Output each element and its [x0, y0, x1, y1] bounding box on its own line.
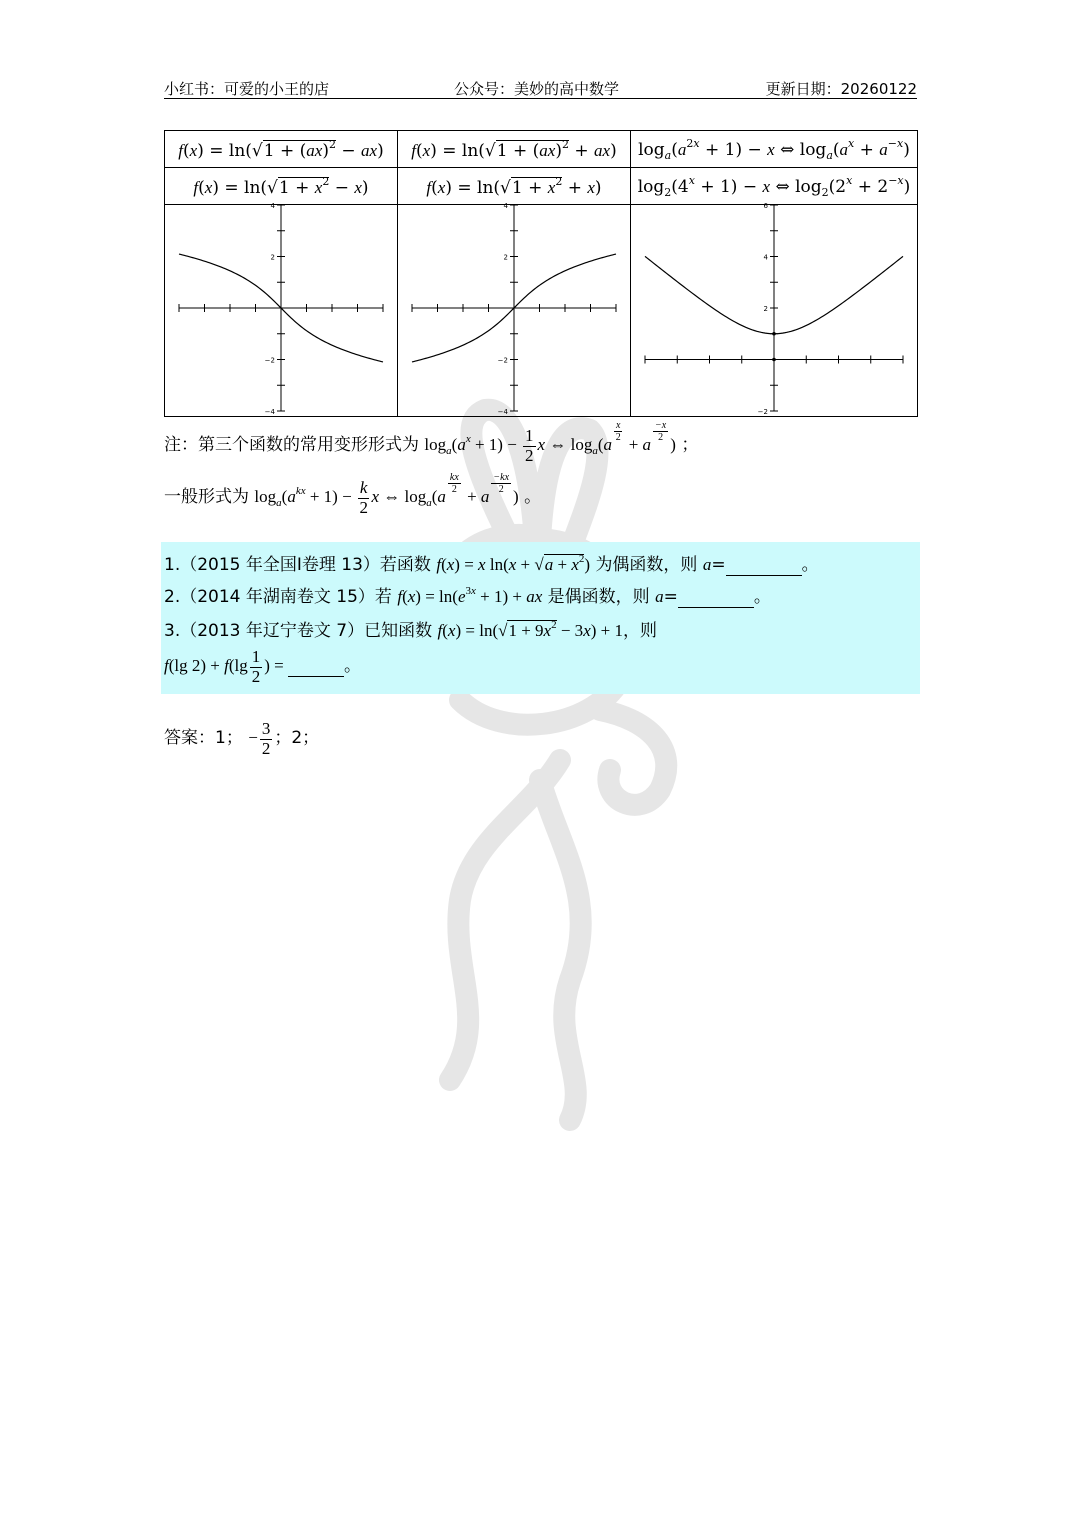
q1-end: 。	[801, 555, 819, 575]
note1-formula: $\log_a(a^x + 1)$ − $\frac{1}{2}$ x ⇔ $\log_a(a$ $\frac{x}{2}$ + a $\frac{-x}{2}$ )	[424, 420, 676, 465]
y-tick-label: 4	[503, 202, 508, 210]
graph-cell-3	[631, 202, 918, 417]
header-center: 公众号：美妙的高中数学	[454, 80, 620, 98]
q1-suffix: 为偶函数，则	[595, 555, 698, 575]
curve-minimum-point	[772, 332, 776, 336]
header-left: 小红书：可爱的小王的店	[164, 80, 330, 98]
cell-r1c3: $\log_a(a^{2x} + 1) - x$ ⇔ $\log_a(a^x + a^{-x})$	[631, 131, 918, 168]
y-tick-label: −2	[497, 356, 508, 365]
header-right: 更新日期：20260122	[765, 80, 917, 98]
question-2: 2.（2014 年湖南卷文 15）若 $f(x) = \ln(e^{3x} + 1)$ + ax 是偶函数，则 a= 。	[164, 585, 771, 607]
q2-formula: $f(x) = \ln(e^{3x} + 1)$ + ax	[397, 585, 543, 606]
q3-prefix: 3.（2013 年辽宁卷文 7）已知函数	[164, 621, 433, 641]
note2-prefix: 一般形式为	[164, 487, 249, 507]
note-line-2	[164, 472, 541, 517]
cell-r2c1: $f(x) = \ln(√1 + x^2 - x)$	[165, 168, 398, 205]
note2-formula: $\log_a(a^{kx} + 1)$ − $\frac{k}{2}$ x ⇔ $\log_a(a$ $\frac{kx}{2}$ + a $\frac{-kx}{2}$ )	[254, 472, 519, 517]
q3-expression: f(lg 2) + f(lg $\frac{1}{2}$ ) =	[164, 647, 288, 686]
y-tick-label: 2	[270, 253, 275, 262]
y-tick-label: 2	[503, 253, 508, 262]
question-3	[164, 616, 657, 641]
q3-formula: $f(x) = \ln(√1 + 9x^2 - 3x) + 1$	[437, 619, 623, 640]
cell-r2c2: $f(x) = \ln(√1 + x^2 + x)$	[398, 168, 631, 205]
answer-line	[164, 720, 319, 758]
cell-r1c2: f(x) = ln(√1 + (ax)$^2$ + ax)	[398, 131, 631, 168]
y-tick-label: −4	[497, 408, 508, 416]
cell-r2c3: $\log_2(4^x + 1) - x$ ⇔ $\log_2(2^x + 2^{-x})$	[631, 168, 918, 205]
note1-prefix: 注：第三个函数的常用变形形式为	[164, 435, 419, 455]
q1-formula: f(x) = x $\ln(x + √a + x^2)$	[436, 553, 591, 574]
q2-var: a	[655, 587, 664, 606]
graph-cell-2	[398, 202, 631, 417]
graph-2	[398, 202, 630, 416]
q2-answer-blank[interactable]	[678, 587, 754, 608]
graph-cell-1	[165, 202, 398, 417]
y-tick-label: −2	[264, 356, 275, 365]
q3-end: 。	[344, 656, 361, 677]
answer-prefix: 答案：1；	[164, 728, 243, 749]
q2-prefix: 2.（2014 年湖南卷文 15）若	[164, 587, 392, 607]
origin-point	[772, 358, 776, 362]
note2-suffix: 。	[524, 487, 542, 507]
function-table	[164, 130, 918, 417]
q1-answer-blank[interactable]	[726, 555, 802, 576]
q1-var: a	[702, 555, 712, 574]
note-line-1	[164, 420, 698, 465]
graph-3	[631, 202, 917, 416]
y-tick-label: 2	[763, 305, 768, 313]
q2-end: 。	[753, 587, 771, 607]
y-tick-label: 4	[270, 202, 275, 210]
q3-answer-blank[interactable]	[288, 656, 344, 677]
y-tick-label: 4	[763, 253, 768, 262]
answer-fraction: − $\frac{3}{2}$	[248, 719, 271, 758]
q1-prefix: 1.（2015 年全国Ⅰ卷理 13）若函数	[164, 555, 431, 575]
question-3-line-2	[164, 648, 361, 686]
y-tick-label: 6	[763, 202, 768, 210]
y-tick-label: −2	[757, 408, 768, 416]
q2-suffix: 是偶函数，则	[547, 587, 650, 607]
note1-suffix: ；	[681, 435, 699, 455]
q3-suffix: ，则	[622, 621, 657, 641]
question-1: 1.（2015 年全国Ⅰ卷理 13）若函数 f(x) = x $\ln(x + √a + x^2)$ 为偶函数，则 a= 。	[164, 553, 819, 575]
y-tick-label: −4	[264, 408, 275, 416]
answer-mid: ；2；	[274, 728, 320, 749]
cell-r1c1: f(x) = ln(√1 + (ax)$^2$ − ax)	[165, 131, 398, 168]
graph-1	[165, 202, 397, 416]
page-header	[164, 78, 917, 99]
